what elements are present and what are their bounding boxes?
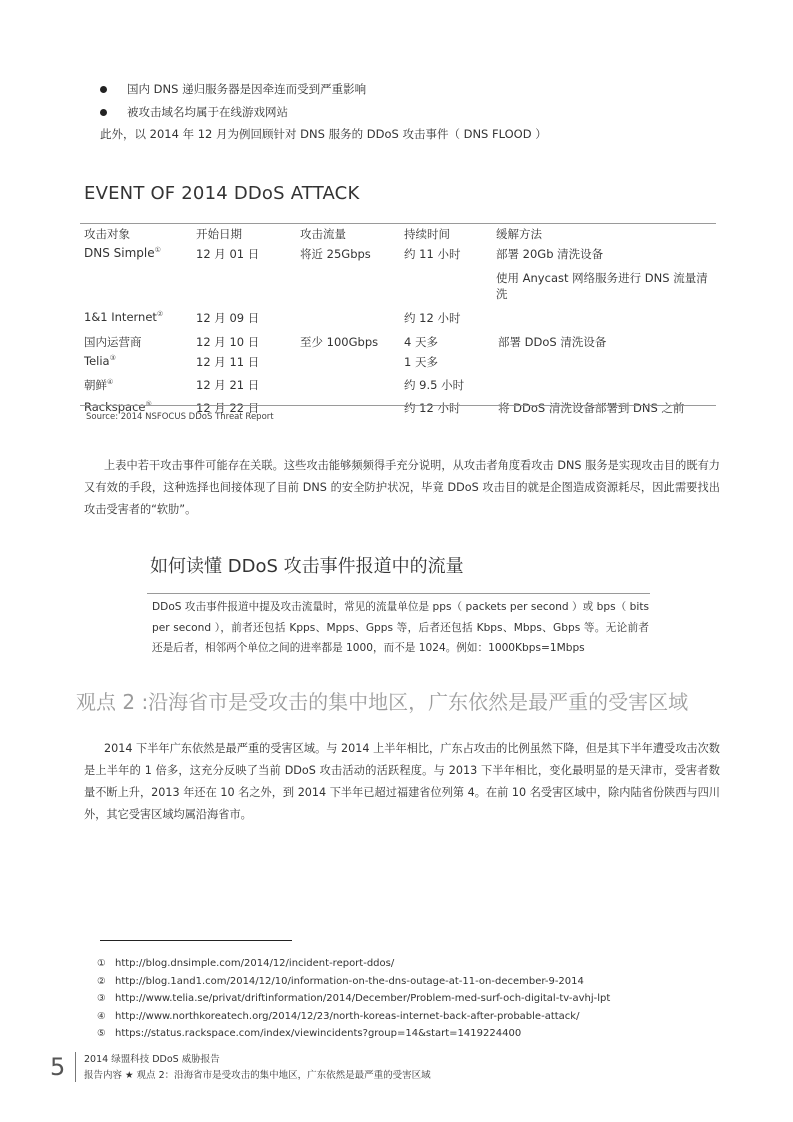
footnote-link[interactable]: http://blog.dnsimple.com/2014/12/incident-report-ddos/ — [115, 958, 395, 969]
header-target: 攻击对象 — [84, 227, 130, 241]
bullet-text: 国内 DNS 递归服务器是因牵连而受到严重影响 — [127, 82, 367, 96]
footer-report-title: 2014 绿盟科技 DDoS 威胁报告 — [84, 1054, 220, 1065]
table-row — [80, 302, 716, 326]
table-row — [80, 350, 716, 373]
cell-traffic: 将近 25Gbps — [300, 247, 371, 261]
cell-duration: 约 12 小时 — [404, 311, 461, 325]
table-bottom-divider — [80, 405, 716, 406]
header-mitigation: 缓解方法 — [496, 227, 542, 241]
bullet-list — [100, 78, 366, 124]
cell-date: 12 月 01 日 — [196, 247, 260, 261]
footnote-number: ③ — [97, 993, 106, 1004]
list-item — [100, 101, 366, 124]
cell-target: 国内运营商 — [84, 335, 142, 349]
bullet-text: 被攻击域名均属于在线游戏网站 — [127, 105, 288, 119]
cell-traffic — [296, 373, 400, 396]
bullet-intro-text: 此外，以 2014 年 12 月为例回顾针对 DNS 服务的 DDoS 攻击事件（ DNS FLOOD ） — [100, 127, 547, 141]
cell-mitigation: 部署 DDoS 清洗设备 — [498, 335, 607, 349]
footnote-number: ② — [97, 975, 106, 987]
cell-target: Telia — [84, 354, 110, 368]
footnote-ref: ① — [154, 246, 161, 254]
cell-traffic — [296, 350, 400, 373]
footnote-link[interactable]: https://status.rackspace.com/index/viewincidents?group=14&start=1419224400 — [115, 1028, 522, 1039]
cell-date: 12 月 10 日 — [196, 335, 260, 349]
footnote-link[interactable]: http://blog.1and1.com/2014/12/10/information-on-the-dns-outage-at-11-on-december-9-2014 — [115, 975, 584, 987]
footer-divider — [75, 1052, 76, 1082]
bullet-icon — [100, 109, 107, 116]
cell-mitigation — [492, 302, 716, 326]
table-row-continuation — [80, 267, 716, 302]
footnote-number: ⑤ — [97, 1028, 106, 1039]
cell-date: 12 月 21 日 — [196, 378, 260, 392]
table-top-divider — [80, 223, 716, 224]
cell-mitigation — [492, 373, 716, 396]
cell-mitigation — [492, 350, 716, 373]
body-paragraph: 上表中若干攻击事件可能存在关联。这些攻击能够频频得手充分说明，从攻击者角度看攻击 DNS 服务是实现攻击目的既有力又有效的手段，这种选择也间接体现了目前 DNS 的安全防护状况，毕竟 DDoS 攻击目的就是企图造成资源耗尽，因此需要找出攻击受害者的“软肋”。 — [84, 459, 720, 516]
cell-duration: 约 11 小时 — [404, 247, 461, 261]
footnote-link[interactable]: http://www.northkoreatech.org/2014/12/23/north-koreas-internet-back-after-probable-attack/ — [115, 1010, 580, 1022]
table-header-row — [80, 226, 716, 246]
cell-date: 12 月 11 日 — [196, 355, 260, 369]
footnote-ref: ④ — [107, 378, 114, 387]
cell-duration: 4 天多 — [404, 335, 438, 349]
cell-mitigation: 使用 Anycast 网络服务进行 DNS 流量清洗 — [496, 271, 708, 301]
footnote-item — [97, 990, 610, 1008]
cell-duration: 约 12 小时 — [404, 401, 461, 415]
footnote-item — [97, 955, 610, 973]
cell-target: DNS Simple — [84, 246, 155, 260]
bullet-icon — [100, 86, 107, 93]
footnote-list — [97, 955, 610, 1043]
box-title: 如何读懂 DDoS 攻击事件报道中的流量 — [150, 556, 464, 577]
page-number: 5 — [50, 1053, 66, 1081]
header-duration: 持续时间 — [404, 227, 450, 241]
box-divider — [147, 593, 650, 594]
footnote-item — [97, 1025, 610, 1043]
cell-traffic — [296, 302, 400, 326]
cell-target: Rackspace — [84, 400, 146, 414]
viewpoint-heading: 观点 2 :沿海省市是受攻击的集中地区，广东依然是最严重的受害区域 — [76, 690, 689, 714]
cell-traffic — [296, 396, 400, 419]
cell-duration: 约 9.5 小时 — [404, 378, 465, 392]
cell-date: 12 月 22 日 — [196, 401, 260, 415]
event-table — [80, 226, 716, 419]
cell-traffic: 至少 100Gbps — [300, 335, 379, 349]
footnote-number: ① — [97, 958, 106, 969]
footnote-number: ④ — [97, 1010, 106, 1022]
page-footer — [84, 1052, 431, 1084]
cell-duration: 1 天多 — [404, 355, 438, 369]
table-row — [80, 246, 716, 267]
header-date: 开始日期 — [196, 227, 242, 241]
cell-target: 朝鲜 — [84, 378, 107, 392]
footnote-ref: ⑤ — [145, 400, 152, 409]
footnote-item — [97, 973, 610, 991]
cell-date: 12 月 09 日 — [196, 311, 260, 325]
table-row — [80, 373, 716, 396]
table-row — [80, 326, 716, 350]
footnote-item — [97, 1008, 610, 1026]
box-text: DDoS 攻击事件报道中提及攻击流量时，常见的流量单位是 pps（ packets per second ）或 bps（ bits per second ），前者还包括 Kpps、Mpps、Gpps 等，后者还包括 Kbps、Mbps、Gbps 等。无论前者还是后者，相邻两个单位之间的进率都是 1000，而不是 1024。例如：1000Kbps=1Mbps — [152, 601, 649, 654]
footnote-ref: ② — [156, 310, 164, 319]
footnote-divider — [100, 940, 292, 941]
header-traffic: 攻击流量 — [300, 227, 346, 241]
table-source: Source: 2014 NSFOCUS DDoS Threat Report — [86, 412, 274, 422]
footer-breadcrumb: 报告内容 ★ 观点 2：沿海省市是受攻击的集中地区，广东依然是最严重的受害区域 — [84, 1070, 431, 1081]
body-paragraph: 2014 下半年广东依然是最严重的受害区域。与 2014 上半年相比，广东占攻击的比例虽然下降，但是其下半年遭受攻击次数是上半年的 1 倍多，这充分反映了当前 DDoS 攻击活动的活跃程度。与 2013 下半年相比，变化最明显的是天津市，受害者数量不断上升，2013 年还在 10 名之外，到 2014 下半年已超过福建省位列第 4。在前 10 名受害区域中，除内陆省份陕西与四川外，其它受害区域均属沿海省市。 — [84, 742, 720, 821]
section-title: EVENT OF 2014 DDoS ATTACK — [84, 183, 360, 204]
cell-mitigation: 部署 20Gb 清洗设备 — [496, 247, 604, 261]
footnote-ref: ③ — [109, 354, 116, 363]
cell-mitigation: 将 DDoS 清洗设备部署到 DNS 之前 — [498, 401, 685, 415]
list-item — [100, 78, 366, 101]
footnote-link[interactable]: http://www.telia.se/privat/driftinformation/2014/December/Problem-med-surf-och-digital-tv-avhj-lpt — [115, 993, 611, 1004]
cell-target: 1&1 Internet — [84, 310, 157, 324]
